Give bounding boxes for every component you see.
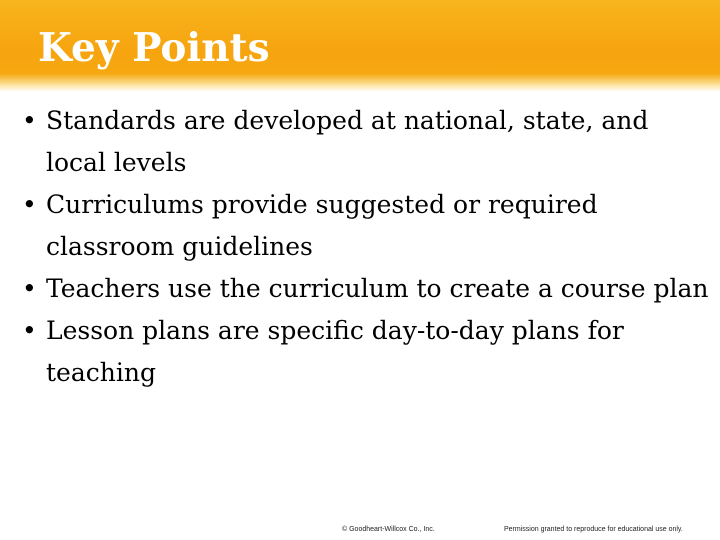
bullet-marker: • — [22, 106, 37, 135]
copyright-footer: © Goodheart-Willcox Co., Inc. — [342, 526, 435, 533]
bullet-text: Lesson plans are specific day-to-day plans for teaching — [46, 316, 624, 387]
bullet-item — [22, 268, 712, 310]
bullet-item — [22, 310, 712, 394]
bullet-text: Teachers use the curriculum to create a course plan — [46, 274, 709, 303]
bullet-item — [22, 100, 712, 184]
bullet-marker: • — [22, 190, 37, 219]
bullet-text: Standards are developed at national, state, and local levels — [46, 106, 649, 177]
bullet-list — [22, 100, 712, 394]
bullet-item — [22, 184, 712, 268]
bullet-text: Curriculums provide suggested or required classroom guidelines — [46, 190, 598, 261]
bullet-marker: • — [22, 316, 37, 345]
bullet-marker: • — [22, 274, 37, 303]
permission-footer: Permission granted to reproduce for educational use only. — [504, 526, 683, 533]
slide-title: Key Points — [38, 25, 270, 71]
